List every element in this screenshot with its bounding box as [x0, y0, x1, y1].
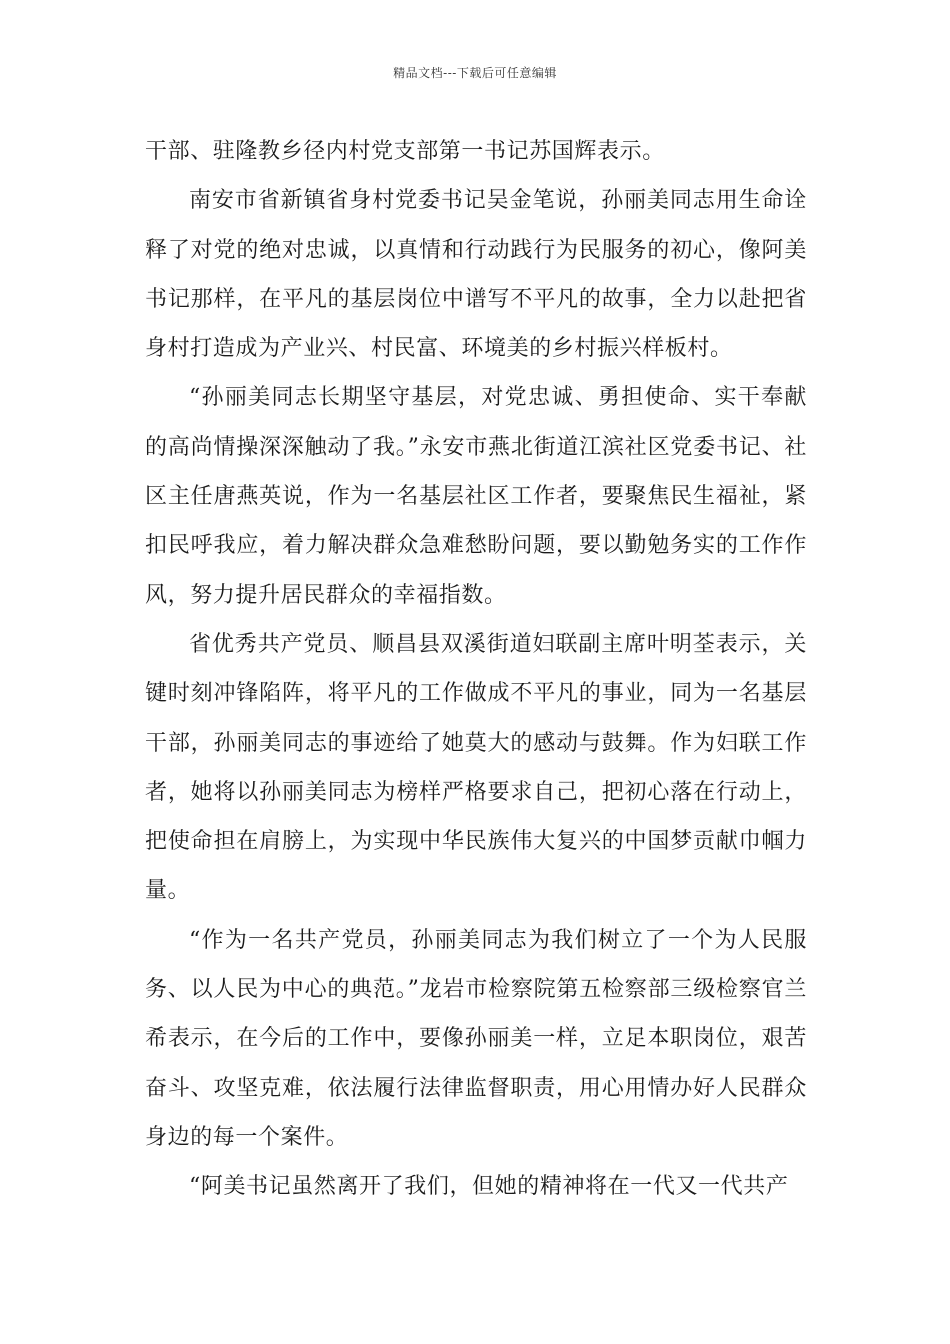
paragraph: “阿美书记虽然离开了我们，但她的精神将在一代又一代共产 [189, 1174, 789, 1200]
paragraph: 省优秀共产党员、顺昌县双溪街道妇联副主席叶明荃表示，关键时刻冲锋陷阵，将平凡的工作做成不平凡的事业，同为一名基层干部，孙丽美同志的事迹给了她莫大的感动与鼓舞。作为妇联工作者，她将以孙丽美同志为榜样严格要求自己，把初心落在行动上，把使命担在肩膀上，为实现中华民族伟大复兴的中国梦贡献巾帼力量。 [145, 631, 807, 904]
paragraph: 南安市省新镇省身村党委书记吴金笔说，孙丽美同志用生命诠释了对党的绝对忠诚，以真情和行动践行为民服务的初心，像阿美书记那样，在平凡的基层岗位中谱写不平凡的故事，全力以赴把省身村打造成为产业兴、村民富、环境美的乡村振兴样板村。 [145, 188, 807, 362]
paragraph: 干部、驻隆教乡径内村党支部第一书记苏国辉表示。 [145, 139, 665, 164]
paragraph: “孙丽美同志长期坚守基层，对党忠诚、勇担使命、实干奉献的高尚情操深深触动了我。”永安市燕北街道江滨社区党委书记、社区主任唐燕英说，作为一名基层社区工作者，要聚焦民生福祉，紧扣民呼我应，着力解决群众急难愁盼问题，要以勤勉务实的工作作风，努力提升居民群众的幸福指数。 [145, 385, 807, 608]
document-body [145, 127, 807, 1212]
paragraph: “作为一名共产党员，孙丽美同志为我们树立了一个为人民服务、以人民为中心的典范。”龙岩市检察院第五检察部三级检察官兰希表示，在今后的工作中，要像孙丽美一样，立足本职岗位，艰苦奋斗、攻坚克难，依法履行法律监督职责，用心用情办好人民群众身边的每一个案件。 [145, 927, 807, 1150]
page-header: 精品文档---下载后可任意编辑 [393, 66, 557, 80]
